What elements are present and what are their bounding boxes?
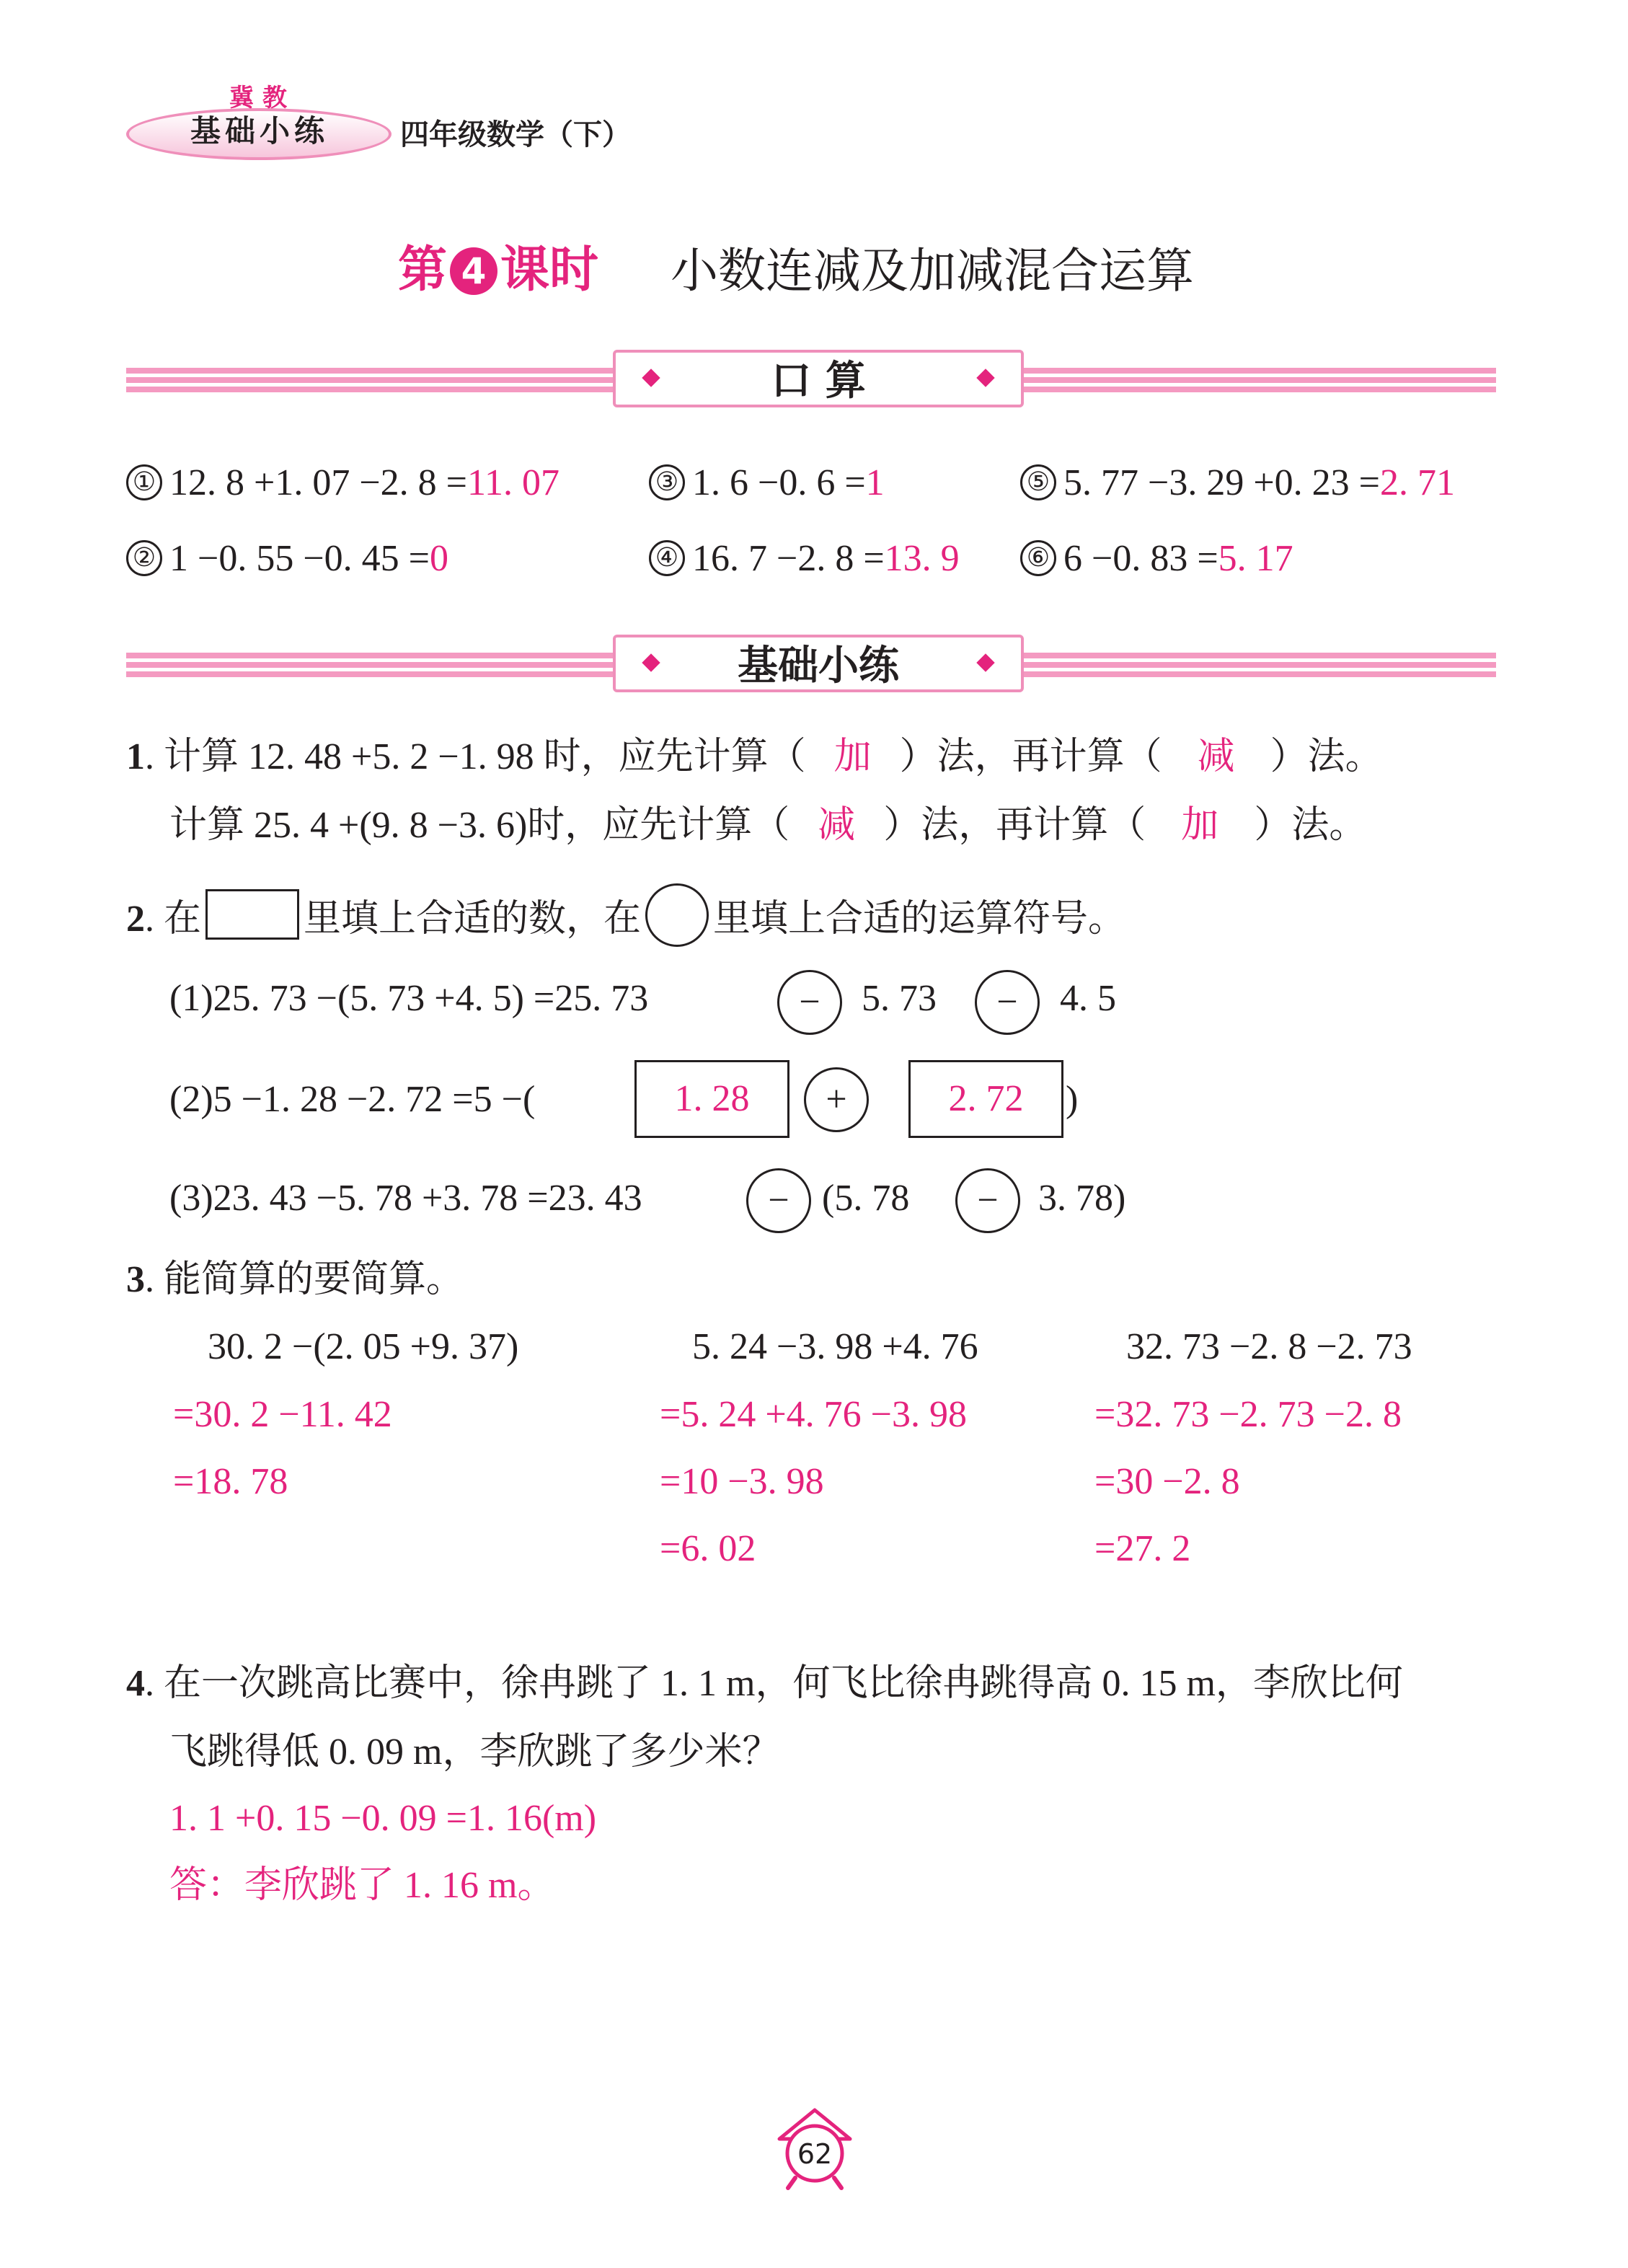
q1-answer-2: 减 <box>1197 736 1235 777</box>
oral-answer: 2. 71 <box>1379 462 1455 503</box>
q1-answer-3: 减 <box>818 805 856 846</box>
oral-expr: 1 −0. 55 −0. 45 = <box>169 538 430 579</box>
q4-answer-expr: 1. 1 +0. 15 −0. 09 =1. 16(m) <box>169 1798 597 1839</box>
q3-col3-step: =27. 2 <box>1094 1528 1191 1569</box>
oral-item-3 <box>649 462 885 505</box>
q1-number: 1 <box>126 736 145 777</box>
q2-p2-box-1: 1. 28 <box>634 1060 789 1138</box>
q4-line1 <box>126 1662 1403 1706</box>
q2-p2-operator: + <box>804 1067 869 1132</box>
q4-answer-text: 答：李欣跳了 1. 16 m。 <box>169 1865 555 1906</box>
lesson-number <box>398 231 598 301</box>
item-number: ⑤ <box>1020 464 1056 500</box>
q1-line2 <box>169 804 1366 847</box>
q1-answer-4: 加 <box>1181 805 1219 846</box>
oral-expr: 6 −0. 83 = <box>1063 538 1218 579</box>
section-oral-label: 口 算 <box>771 358 866 405</box>
item-number: ⑥ <box>1020 540 1056 576</box>
q3-col2-expr: 5. 24 −3. 98 +4. 76 <box>692 1326 978 1367</box>
lesson-suffix: 课时 <box>500 241 599 299</box>
lesson-title: 小数连减及加减混合运算 <box>671 243 1194 299</box>
q3-col2-step: =5. 24 +4. 76 −3. 98 <box>660 1394 967 1435</box>
q2-text: . 在 <box>145 899 202 940</box>
q1-text: 计算 25. 4 +(9. 8 −3. 6)时，应先计算（ <box>169 805 790 846</box>
blank-circle-icon <box>645 883 709 947</box>
oral-answer: 11. 07 <box>466 462 560 503</box>
q3-col1-step: =18. 78 <box>173 1461 288 1502</box>
q1-text: ）法。 <box>1254 805 1367 846</box>
series-publisher: 冀教 <box>229 84 296 112</box>
diamond-icon <box>642 653 660 671</box>
q2-part1 <box>169 977 648 1020</box>
lesson-number-circle: 4 <box>450 247 497 295</box>
q3-instruction <box>126 1258 464 1302</box>
q4-text: . 在一次跳高比赛中，徐冉跳了 1. 1 m，何飞比徐冉跳得高 0. 15 m，李欣比何 <box>145 1663 1403 1704</box>
q2-p1-operator-1: − <box>777 970 842 1035</box>
oral-expr: 12. 8 +1. 07 −2. 8 = <box>169 462 467 503</box>
section-basic-label: 基础小练 <box>738 643 899 689</box>
q2-p3-term: (5. 78 <box>822 1178 910 1219</box>
item-number: ④ <box>649 540 685 576</box>
q1-line1 <box>126 736 1383 779</box>
q1-text: . 计算 12. 48 +5. 2 −1. 98 时，应先计算（ <box>145 736 806 777</box>
q2-number: 2 <box>126 899 145 940</box>
q2-p2-box-2: 2. 72 <box>908 1060 1063 1138</box>
q2-p1-operator-2: − <box>975 970 1040 1035</box>
q3-col3-expr: 32. 73 −2. 8 −2. 73 <box>1126 1326 1412 1367</box>
oral-answer: 0 <box>429 538 448 579</box>
section-title-oral <box>613 350 1024 407</box>
lesson-prefix: 第 <box>398 241 448 299</box>
q2-text: 里填上合适的运算符号。 <box>713 899 1126 940</box>
blank-box-icon <box>205 889 299 940</box>
oral-item-1 <box>126 462 559 505</box>
q2-expr: (1)25. 73 −(5. 73 +4. 5) =25. 73 <box>169 978 649 1019</box>
q1-text: ）法。 <box>1270 736 1383 777</box>
series-name: 基础小练 <box>190 113 329 149</box>
oral-item-4 <box>649 537 960 581</box>
q2-text: 里填上合适的数，在 <box>304 899 642 940</box>
oral-answer: 13. 9 <box>884 538 960 579</box>
q2-p1-term: 4. 5 <box>1060 978 1116 1019</box>
oral-item-5 <box>1020 462 1455 505</box>
page-number-badge <box>775 2106 854 2192</box>
item-number: ③ <box>649 464 685 500</box>
q3-col2-step: =6. 02 <box>660 1528 756 1569</box>
q2-part3: (3)23. 43 −5. 78 +3. 78 =23. 43 <box>169 1178 642 1219</box>
q2-p3-operator-1: − <box>746 1168 811 1233</box>
q2-instruction <box>126 883 1125 947</box>
oral-answer: 5. 17 <box>1218 538 1293 579</box>
q2-part2: (2)5 −1. 28 −2. 72 =5 −( <box>169 1079 536 1120</box>
diamond-icon <box>976 369 994 387</box>
oral-answer: 1 <box>865 462 885 503</box>
q1-answer-1: 加 <box>833 736 872 777</box>
q4-line2: 飞跳得低 0. 09 m，李欣跳了多少米？ <box>169 1731 780 1773</box>
item-number: ① <box>126 464 162 500</box>
oral-expr: 16. 7 −2. 8 = <box>692 538 885 579</box>
q3-col1-step: =30. 2 −11. 42 <box>173 1394 392 1435</box>
diamond-icon <box>976 653 994 671</box>
q3-col2-step: =10 −3. 98 <box>660 1461 824 1502</box>
q2-p3-operator-2: − <box>955 1168 1020 1233</box>
q3-number: 3 <box>126 1259 145 1300</box>
q2-p2-close: ) <box>1066 1079 1079 1120</box>
q1-text: ）法，再计算（ <box>883 805 1146 846</box>
q3-col3-step: =30 −2. 8 <box>1094 1461 1240 1502</box>
q2-p3-term: 3. 78) <box>1038 1178 1126 1219</box>
diamond-icon <box>642 369 660 387</box>
oral-expr: 5. 77 −3. 29 +0. 23 = <box>1063 462 1380 503</box>
page-number: 62 <box>797 2138 833 2170</box>
q2-p1-term: 5. 73 <box>862 978 937 1019</box>
q3-col1-expr: 30. 2 −(2. 05 +9. 37) <box>208 1326 519 1367</box>
oral-item-2 <box>126 537 448 581</box>
oral-expr: 1. 6 −0. 6 = <box>692 462 866 503</box>
q4-number: 4 <box>126 1663 145 1704</box>
q3-col3-step: =32. 73 −2. 73 −2. 8 <box>1094 1394 1402 1435</box>
item-number: ② <box>126 540 162 576</box>
section-title-basic <box>613 635 1024 692</box>
q1-text: ）法，再计算（ <box>899 736 1162 777</box>
q3-text: . 能简算的要简算。 <box>145 1259 464 1300</box>
grade-label: 四年级数学（下） <box>400 118 631 151</box>
oral-item-6 <box>1020 537 1293 581</box>
